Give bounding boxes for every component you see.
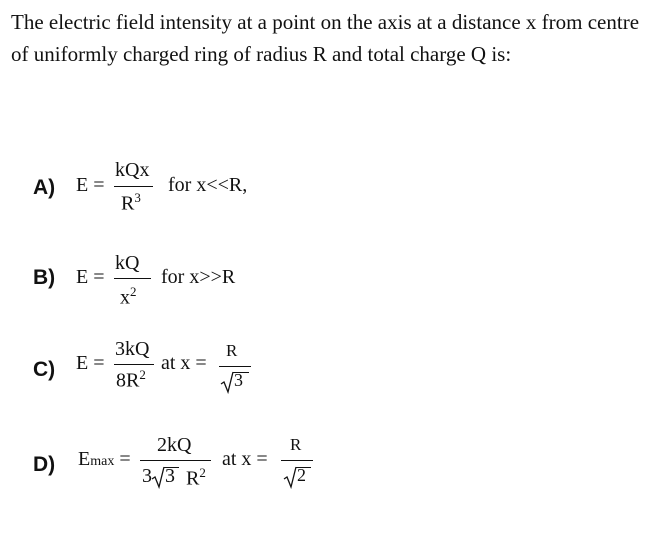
option-a-numerator: kQx xyxy=(115,159,150,181)
option-b-denominator: $x^2$ xyxy=(120,284,137,309)
option-b-fraction-bar xyxy=(114,278,151,279)
option-a-denominator: $R^3$ xyxy=(121,190,141,215)
option-c-at-fraction-bar xyxy=(219,366,251,367)
option-c-at-denominator: 3 xyxy=(234,370,243,390)
option-c-letter: C) xyxy=(33,358,56,381)
option-d-den-base: $R^2$ xyxy=(186,465,206,490)
option-d-den-root: 3 xyxy=(165,465,175,487)
option-a-letter: A) xyxy=(33,176,56,199)
option-a-condition: for x<<R, xyxy=(168,174,248,196)
option-d-numerator: 2kQ xyxy=(157,434,192,456)
option-a-fraction-bar xyxy=(114,186,153,187)
option-d-sqrt-icon xyxy=(151,465,165,489)
option-c-sqrt-icon xyxy=(220,370,234,394)
option-d-letter: D) xyxy=(33,453,56,476)
option-d-at-sqrt-icon xyxy=(283,465,297,489)
option-b-lhs: E = xyxy=(76,266,105,288)
question-text: The electric field intensity at a point on the axis at a distance x from centre of uniformly charged ring of radius R and total charge Q is: xyxy=(11,10,640,66)
option-d-fraction-bar xyxy=(140,460,211,461)
option-c-fraction-bar xyxy=(114,364,154,365)
option-b-letter: B) xyxy=(33,266,56,289)
option-d-lhs: Emax = xyxy=(78,448,131,470)
option-b-condition: for x>>R xyxy=(161,266,236,288)
option-c-denominator: $8R^2$ xyxy=(116,367,146,392)
option-d-at-numerator: R xyxy=(290,435,302,454)
option-c-numerator: 3kQ xyxy=(115,338,150,360)
option-c-lhs: E = xyxy=(76,352,105,374)
option-a-lhs: E = xyxy=(76,174,105,196)
option-d-at-denominator: 2 xyxy=(297,465,306,485)
option-c-at: at x = xyxy=(161,352,207,374)
option-d-at-fraction-bar xyxy=(281,460,313,461)
option-d-at: at x = xyxy=(222,448,268,470)
option-c-at-numerator: R xyxy=(226,341,238,360)
option-d-den-coef: 3 xyxy=(142,465,152,487)
option-b-numerator: kQ xyxy=(115,252,140,274)
